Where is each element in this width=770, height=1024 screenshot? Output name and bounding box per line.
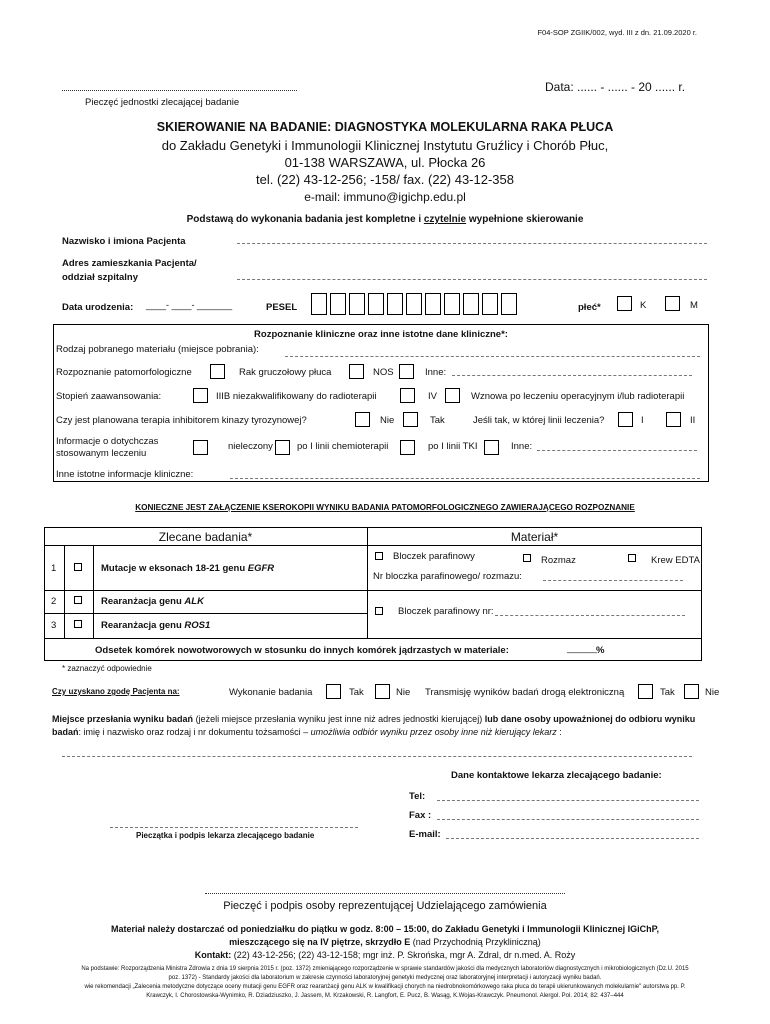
form-title: SKIEROWANIE NA BADANIE: DIAGNOSTYKA MOLEKULARNA RAKA PŁUCA (156, 120, 614, 134)
block-no-label: Nr bloczka parafinowego/ rozmazu: (373, 571, 522, 582)
block-no-field[interactable] (543, 580, 683, 581)
diagnosis-heading: Rozpoznanie kliniczne oraz inne istotne dane kliniczne*: (254, 329, 508, 340)
stamp-label: Pieczęć jednostki zlecającej badanie (85, 97, 240, 108)
pathology-label: Rozpoznanie patomorfologiczne (56, 367, 192, 378)
mat-block-checkbox[interactable] (375, 552, 383, 560)
basis-note: Podstawą do wykonania badania jest kompletne i czytelnie wypełnione skierowanie (186, 214, 584, 225)
transmit-no-checkbox[interactable] (684, 684, 699, 699)
doctor-contact-heading: Dane kontaktowe lekarza zlecającego badanie: (451, 770, 662, 781)
nos-checkbox[interactable] (349, 364, 364, 379)
footer-line-2: mieszczącego się na IV piętrze, skrzydło E (nad Przychodnią Przykliniczną) (229, 937, 541, 947)
legal-line-2: poz. 1372) - Standardy jakości dla laboratorium w zakresie czynności laboratoryjnej genetyki medycznej oraz laboratoryjnej interpretacji i autoryzacji wyniku badań. (168, 975, 602, 981)
tki-question: Czy jest planowana terapia inhibitorem kinazy tyrozynowej? (56, 415, 307, 426)
line-i-label: I (641, 415, 644, 426)
stage-iiib-checkbox[interactable] (193, 388, 208, 403)
delivery-field[interactable] (62, 756, 692, 757)
chemo-checkbox[interactable] (275, 440, 290, 455)
sex-m-checkbox[interactable] (665, 296, 680, 311)
percent-field[interactable]: ______ (567, 643, 598, 653)
patient-name-field[interactable] (237, 243, 707, 244)
footnote: * zaznaczyć odpowiednie (62, 664, 152, 673)
row-2-checkbox[interactable] (74, 596, 82, 604)
basis-underlined: czytelnie (423, 214, 467, 225)
stage-iv-checkbox[interactable] (400, 388, 415, 403)
doctor-signature-label: Pieczątka i podpis lekarza zlecającego badanie (136, 831, 315, 840)
mat-smear-checkbox[interactable] (523, 554, 531, 562)
line-question: Jeśli tak, w której linii leczenia? (473, 415, 605, 426)
col-material-header: Materiał* (510, 530, 559, 544)
row-3-num: 3 (51, 620, 57, 631)
pesel-boxes[interactable] (311, 293, 520, 320)
address-line-2: 01-138 WARSZAWA, ul. Płocka 26 (284, 155, 486, 170)
fax-label: Fax : (409, 810, 432, 821)
tki-no-label: Nie (380, 415, 395, 426)
mat-block-label: Bloczek parafinowy (393, 551, 475, 562)
pesel-label: PESEL (266, 302, 298, 313)
row-3-checkbox[interactable] (74, 620, 82, 628)
chemo-label: po I linii chemioterapii (297, 441, 389, 452)
dob-label: Data urodzenia: (62, 302, 134, 313)
mat-smear-label: Rozmaz (541, 555, 576, 566)
sex-k-checkbox[interactable] (617, 296, 632, 311)
tki-yes-label: Tak (430, 415, 445, 426)
mat-blood-label: Krew EDTA (651, 555, 700, 566)
row-2-label: Rearanżacja genu ALK (101, 596, 204, 607)
legal-line-1: Na podstawie: Rozporządzenia Ministra Zdrowia z dnia 19 sierpnia 2015 r. (poz. 1372) zmieniającego rozporządzenie w sprawie standardów jakości dla medycznych laboratoriów diagnostycznych i mikrobiologicznych (Dz.U. 2015 (81, 966, 689, 972)
date-field[interactable]: Data: ...... - ...... - 20 ...... r. (545, 80, 686, 94)
delivery-instructions: Miejsce przesłania wyniku badań (jeżeli miejsce przesłania wyniku jest inne niż adres jednostki kierującej) lub dane osoby upoważnionej do odbioru wyniku badań: imię i nazwisko oraz rodzaj i nr dokumentu tożsamości – umożliwia odbiór wyniku przez osoby inne niż kierujący lekarz : (52, 714, 696, 737)
untreated-label: nieleczony (228, 441, 273, 452)
transmit-yes-label: Tak (660, 687, 675, 698)
exec-no-checkbox[interactable] (375, 684, 390, 699)
prior-other-label: Inne: (511, 441, 533, 452)
row-1-num: 1 (51, 563, 57, 574)
line-ii-label: II (690, 415, 696, 426)
prior-tki-checkbox[interactable] (400, 440, 415, 455)
email-label: E-mail: (409, 829, 441, 840)
prior-label-2: stosowanym leczeniu (56, 448, 147, 459)
prior-tki-label: po I linii TKI (428, 441, 478, 452)
patient-address-field[interactable] (237, 279, 707, 280)
tel-label: Tel: (409, 791, 426, 802)
exec-label: Wykonanie badania (229, 687, 313, 698)
footer-contact: Kontakt: (22) 43-12-256; (22) 43-12-158; mgr inż. P. Skrońska, mgr A. Zdral, dr n.med. A. Roży (194, 950, 576, 960)
stamp-line (62, 90, 297, 91)
prior-label-1: Informacje o dotychczas (56, 436, 159, 447)
patient-name-label: Nazwisko i imiona Pacjenta (62, 236, 186, 247)
doctor-signature-line[interactable] (110, 827, 358, 828)
fax-field[interactable] (437, 819, 699, 820)
percent-unit: % (596, 645, 605, 656)
sex-label: płeć* (578, 302, 601, 313)
untreated-checkbox[interactable] (193, 440, 208, 455)
legal-line-4: Krawczyk, I. Chorostowska-Wynimko, R. Dziadziuszko, J. Jassem, M. Krzakowski, R. Langfort, E. Pucz, B. Wasąg, K.Wojas-Krawczyk. Pneumonol. Alergol. Pol. 2014; 82: 437–444 (146, 993, 624, 999)
sex-k-label: K (640, 300, 647, 311)
material-label: Rodzaj pobranego materiału (miejsce pobrania): (56, 344, 259, 355)
nos-label: NOS (373, 367, 394, 378)
exec-yes-label: Tak (349, 687, 364, 698)
stage-label: Stopień zaawansowania: (56, 391, 162, 402)
col-tests-header: Zlecane badania* (158, 530, 253, 544)
stage-iiib-label: IIIB niezakwalifikowany do radioterapii (216, 391, 377, 402)
address-line-1: do Zakładu Genetyki i Immunologii Klinicznej Instytutu Gruźlicy i Chorób Płuc, (161, 138, 609, 153)
adeno-checkbox[interactable] (210, 364, 225, 379)
pathology-other-label: Inne: (425, 367, 447, 378)
row-1-label: Mutacje w eksonach 18-21 genu EGFR (101, 563, 275, 574)
line-i-checkbox[interactable] (618, 412, 633, 427)
pathology-other-checkbox[interactable] (399, 364, 414, 379)
address-line-3: tel. (22) 43-12-256; -158/ fax. (22) 43-12-358 (256, 172, 514, 187)
pathology-other-field[interactable] (452, 375, 692, 376)
other-info-label: Inne istotne informacje kliniczne: (56, 469, 194, 480)
other-info-field[interactable] (230, 478, 700, 479)
percent-label: Odsetek komórek nowotworowych w stosunku do innych komórek jądrzastych w materiale: (95, 645, 509, 656)
exec-yes-checkbox[interactable] (326, 684, 341, 699)
line-ii-checkbox[interactable] (666, 412, 681, 427)
tel-field[interactable] (437, 800, 699, 801)
address-line-4: e-mail: immuno@igichp.edu.pl (304, 190, 466, 204)
sex-m-label: M (690, 300, 698, 311)
patient-address-label-1: Adres zamieszkania Pacjenta/ (62, 258, 197, 269)
doc-code: F04-SOP ZGIIK/002, wyd. III z dn. 21.09.2020 r. (537, 28, 697, 37)
row-1-checkbox[interactable] (74, 563, 82, 571)
footer-line-1: Materiał należy dostarczać od poniedziałku do piątku w godz. 8:00 – 15:00, do Zakładu Genetyki i Immunologii Klinicznej IGiChP, (111, 924, 659, 934)
attachment-notice: KONIECZNE JEST ZAŁĄCZENIE KSEROKOPII WYNIKU BADANIA PATOMORFOLOGICZNEGO ZAWIERAJĄCEGO ROZPOZNANIE (135, 503, 635, 512)
mat-blood-checkbox[interactable] (628, 554, 636, 562)
email-field[interactable] (446, 838, 699, 839)
transmit-no-label: Nie (705, 687, 720, 698)
tki-yes-checkbox[interactable] (403, 412, 418, 427)
orderer-signature-label: Pieczęć i podpis osoby reprezentującej Udzielającego zamówienia (223, 900, 547, 912)
material-field[interactable] (285, 356, 700, 357)
block-no-2-field[interactable] (495, 615, 685, 616)
adeno-label: Rak gruczołowy płuca (239, 367, 332, 378)
transmit-label: Transmisję wyników badań drogą elektroniczną (425, 687, 625, 698)
row-2-num: 2 (51, 596, 57, 607)
dob-field[interactable]: ____- ____- _______ (146, 300, 233, 310)
transmit-yes-checkbox[interactable] (638, 684, 653, 699)
exec-no-label: Nie (396, 687, 411, 698)
row-3-label: Rearanżacja genu ROS1 (101, 620, 211, 631)
stage-relapse-checkbox[interactable] (445, 388, 460, 403)
block-no-2-label: Bloczek parafinowy nr: (398, 606, 494, 617)
legal-line-3: wie rekomendacji „Zalecenia metodyczne dotyczące oceny mutacji genu EGFR oraz rearanżacji genu ALK w kwalifikacji chorych na niedrobnokomórkowego raka płuca do terapii ukierunkowanych molekularnie" autorstwa pp. P. (84, 984, 686, 990)
prior-other-checkbox[interactable] (484, 440, 499, 455)
mat-block-2-checkbox[interactable] (375, 607, 383, 615)
orderer-signature-line[interactable] (205, 893, 565, 894)
stage-iv-label: IV (428, 391, 437, 402)
tki-no-checkbox[interactable] (355, 412, 370, 427)
stage-relapse-label: Wznowa po leczeniu operacyjnym i/lub radioterapii (471, 391, 685, 402)
consent-label: Czy uzyskano zgodę Pacjenta na: (52, 687, 180, 696)
prior-other-field[interactable] (537, 450, 697, 451)
patient-address-label-2: oddział szpitalny (62, 272, 139, 283)
